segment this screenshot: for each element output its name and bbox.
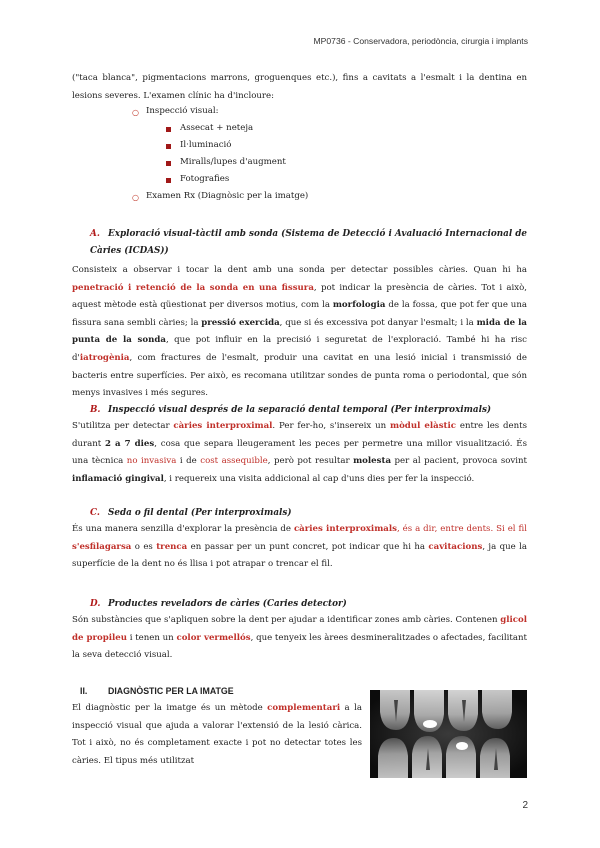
section-d-paragraph: Són substàncies que s'apliquen sobre la dent per ajudar a identificar zones amb càries. Contenen glicol de propileu i tenen un color vermellós, que tenyeix les àrees desmineralitzades o afectades, facilitant la seva detecció visual. [72,615,528,661]
section-b-paragraph: S'utilitza per detectar càries interproximal. Per fer-ho, s'insereix un mòdul elàstic entre les dents durant 2 a 7 dies, cosa que separa lleugerament les peces per permetre una millor visualització. És una tècnica no invasiva i de cost assequible, però pot resultar molesta per al pacient, provoca sovint inflamació gingival, i requereix una visita addicional al cap d'uns dies per fer la inspecció. [72,421,528,484]
section-c-paragraph: És una manera senzilla d'explorar la presència de càries interproximals, és a dir, entre dents. Si el fil s'esfilagarsa o es trenca en passar per un punt concret, pot indicar que hi ha cavitacions, ja que la superfície de la dent no és llisa i pot atrapar o trencar el fil. [72,524,527,570]
square-bullet-icon [166,178,171,183]
section-c-heading [90,505,291,522]
section-a-title: Exploració visual-tàctil amb sonda (Sistema de Detecció i Avaluació Internacional de Càries (ICDAS)) [90,229,527,256]
section-a-paragraph: Consisteix a observar i tocar la dent amb una sonda per detectar possibles càries. Quan hi ha penetració i retenció de la sonda en una fissura, pot indicar la presència de càries. Tot i això, aquest mètode està qüestionat per diversos motius, com la morfologia de la fossa, que pot fer que una fissura sana sembli càries; la pressió exercida, que si és excessiva pot danyar l'esmalt; i la mida de la punta de la sonda, que pot influir en la precisió i seguretat de l'exploració. També hi ha risc d'iatrogènia, com fractures de l'esmalt, produir una cavitat en una lesió inicial i transmissió de bacteris entre superfícies. Per això, es recomana utilitzar sondes de punta roma o periodontal, que són menys invasives i més segures. [72,265,527,399]
section-d-heading [90,596,347,613]
dental-xray-graphic [370,690,527,778]
dental-xray-image [370,690,527,778]
section-ii-heading [80,686,234,696]
section-a-heading [90,226,527,260]
section-a-letter: A. [90,229,100,239]
sub-list-item: Fotografies [180,174,230,184]
section-ii-number: II. [80,686,88,696]
page-number: 2 [522,800,528,811]
sub-list-item: Il·luminació [180,140,232,150]
sub-list-item: Assecat + neteja [180,123,254,133]
section-b-letter: B. [90,405,101,415]
section-c-letter: C. [90,508,100,518]
section-b-title: Inspecció visual després de la separació dental temporal (Per interproximals) [108,405,492,415]
section-ii-title: DIAGNÒSTIC PER LA IMATGE [108,686,234,696]
intro-paragraph: ("taca blanca", pigmentacions marrons, groguenques etc.), fins a cavitats a l'esmalt i la dentina en lesions severes. L'examen clínic ha d'incloure: [72,73,527,101]
sub-list-item: Miralls/lupes d'augment [180,157,286,167]
list-item-rx: Examen Rx (Diagnòsic per la imatge) [146,191,309,201]
section-d-title: Productes reveladors de càries (Caries detector) [108,599,347,609]
square-bullet-icon [166,161,171,166]
section-b-heading [90,402,491,419]
square-bullet-icon [166,144,171,149]
section-ii-paragraph: El diagnòstic per la imatge és un mètode complementari a la inspecció visual que ajuda a valorar l'extensió de la lesió càrica. Tot i això, no és completament exacte i pot no detectar totes les càries. El tipus més utilitzat [72,703,362,766]
section-c-title: Seda o fil dental (Per interproximals) [108,508,292,518]
section-d-letter: D. [90,599,101,609]
circle-bullet-icon: ○ [132,193,139,202]
circle-bullet-icon: ○ [132,108,139,117]
running-header: MP0736 - Conservadora, periodòncia, cirurgia i implants [313,36,528,46]
square-bullet-icon [166,127,171,132]
list-item-visual: Inspecció visual: [146,106,219,116]
